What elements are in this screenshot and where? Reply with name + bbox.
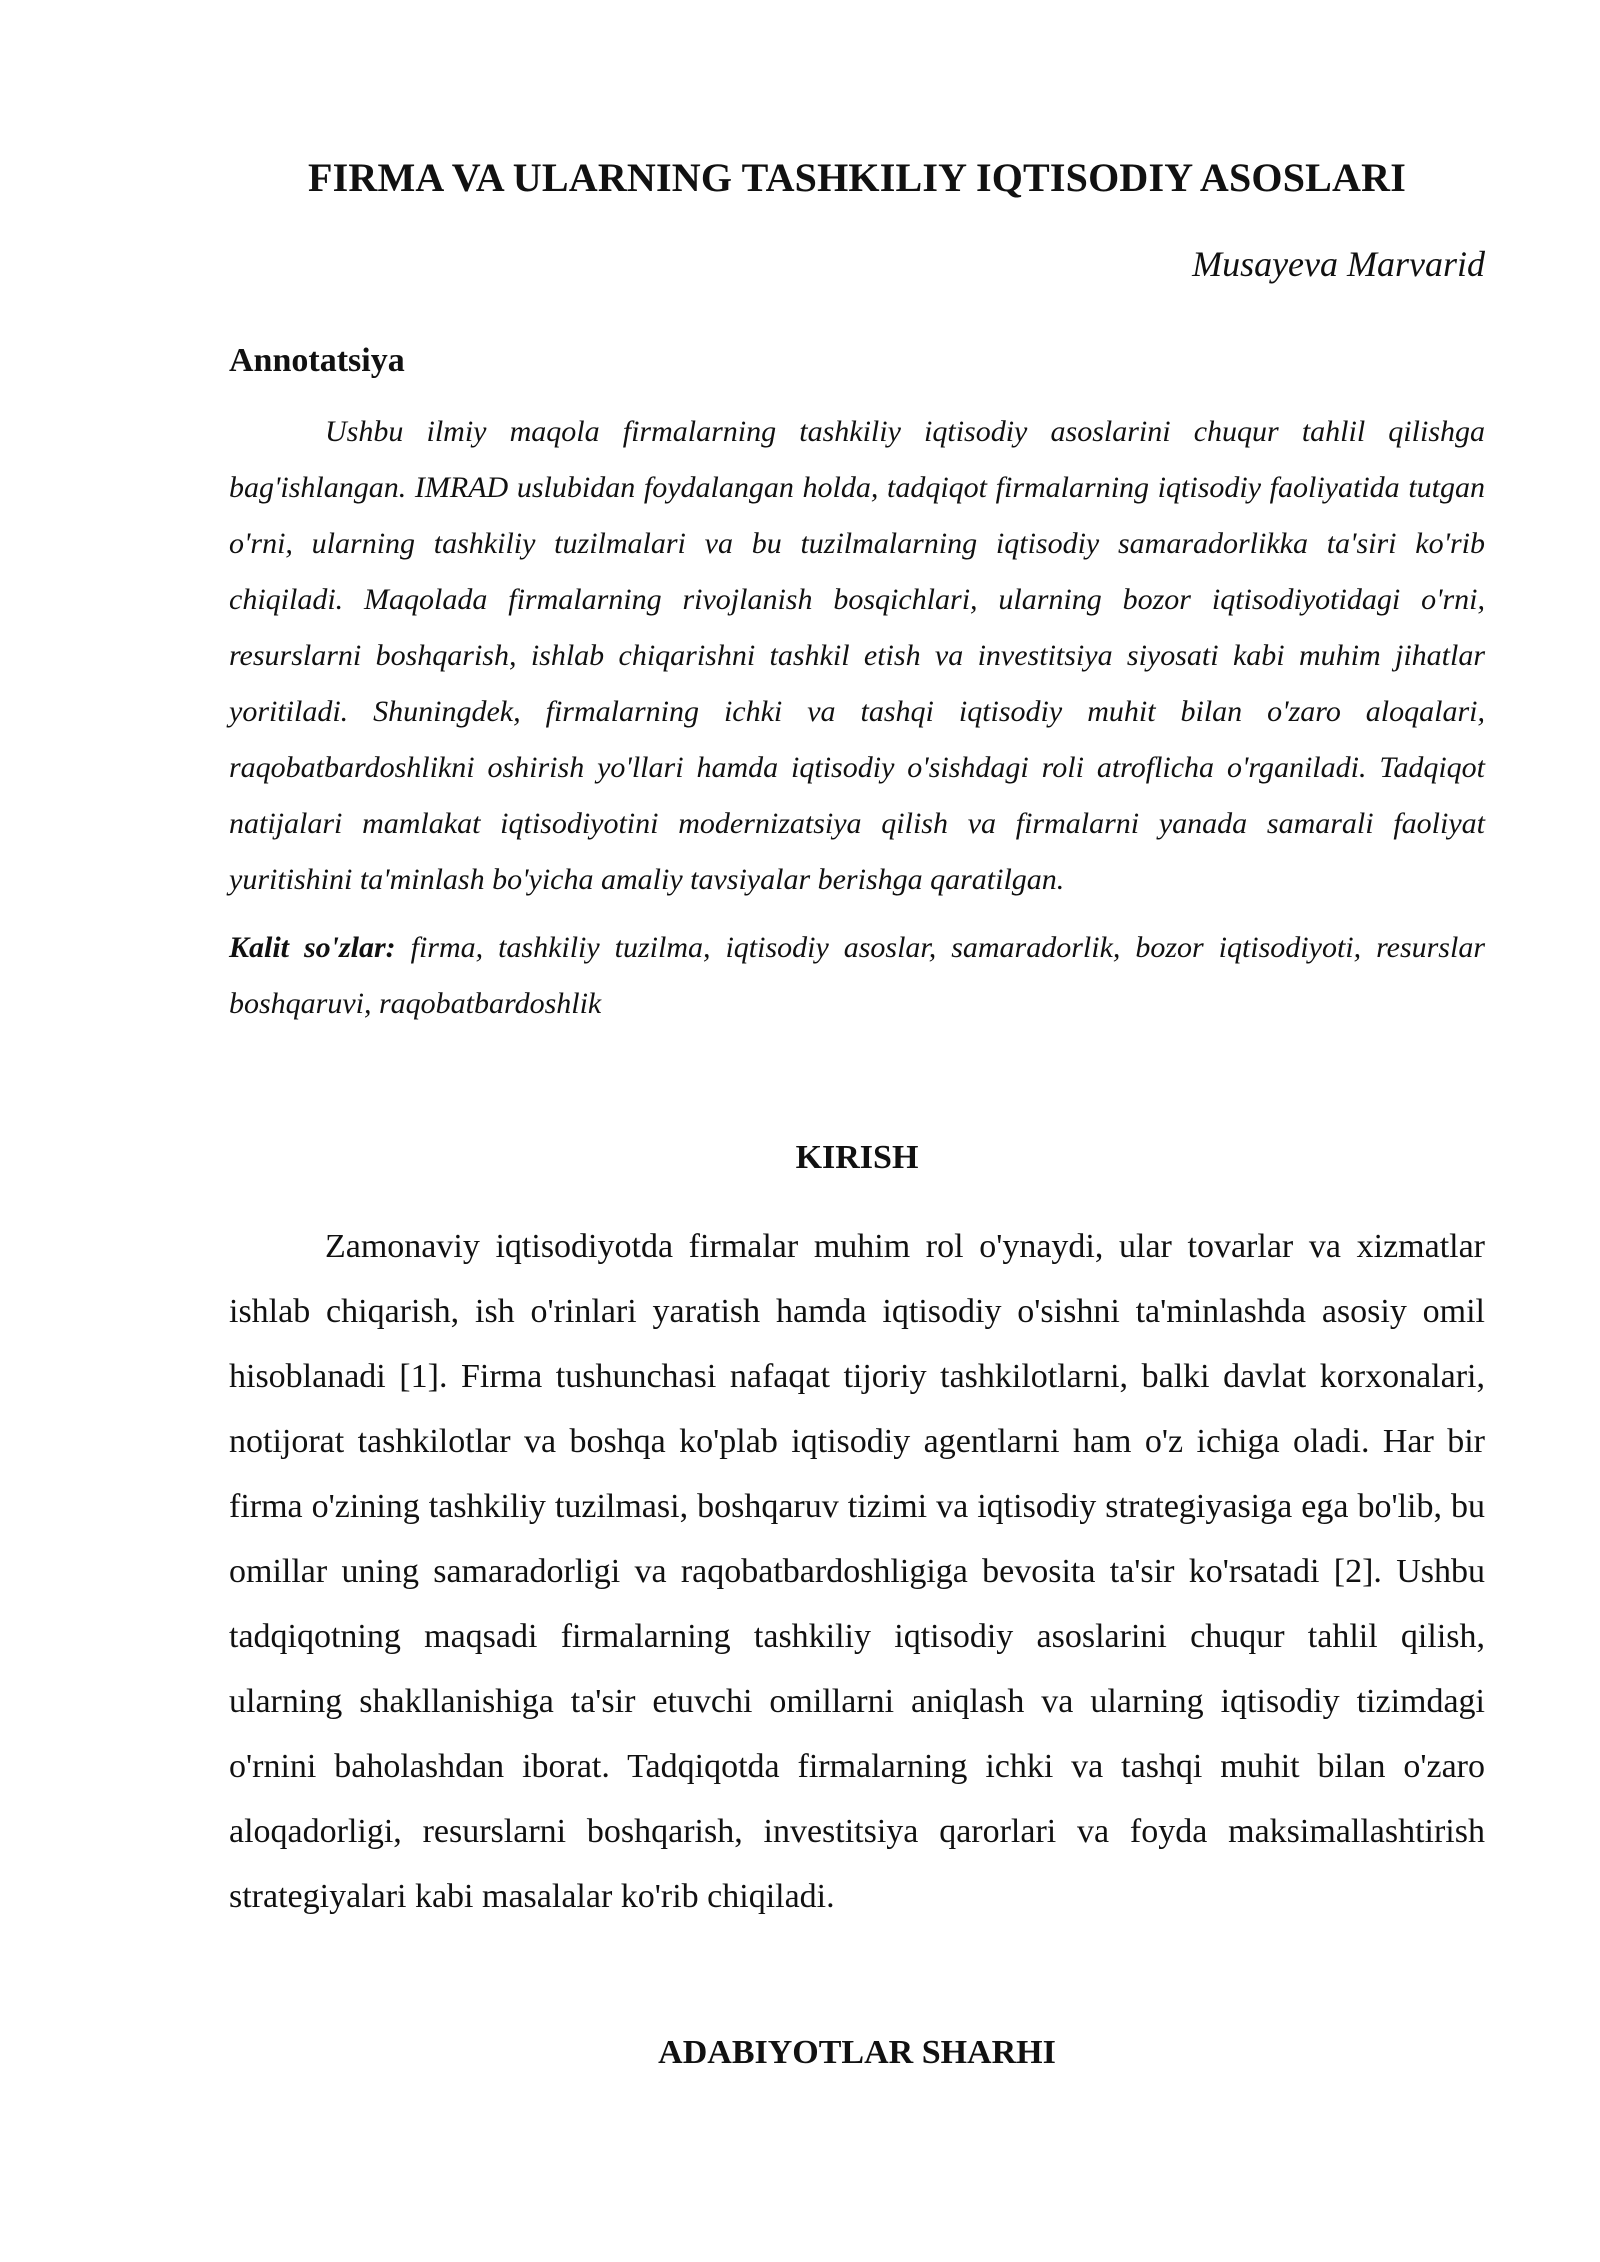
literature-review-heading: ADABIYOTLAR SHARHI <box>658 2034 1056 2071</box>
paper-title: FIRMA VA ULARNING TASHKILIY IQTISODIY ASOSLARI <box>307 155 1406 200</box>
annotation-heading: Annotatsiya <box>229 342 405 379</box>
author-name: Musayeva Marvarid <box>1192 244 1485 284</box>
intro-paragraph: Zamonaviy iqtisodiyotda firmalar muhim rol o'ynaydi, ular tovarlar va xizmatlar ishlab chiqarish, ish o'rinlari yaratish hamda iqtisodiy o'sishni ta'minlashda asosiy omil hisoblanadi [1]. Firma tushunchasi nafaqat tijoriy tashkilotlarni, balki davlat korxonalari, notijorat tashkilotlar va boshqa ko'plab iqtisodiy agentlarni ham o'z ichiga oladi. Har bir firma o'zining tashkiliy tuzilmasi, boshqaruv tizimi va iqtisodiy strategiyasiga ega bo'lib, bu omillar uning samaradorligi va raqobatbardoshligiga bevosita ta'sir ko'rsatadi [2]. Ushbu tadqiqotning maqsadi firmalarning tashkiliy iqtisodiy asoslarini chuqur tahlil qilish, ularning shakllanishiga ta'sir etuvchi omillarni aniqlash va ularning iqtisodiy tizimdagi o'rnini baholashdan iborat. Tadqiqotda firmalarning ichki va tashqi muhit bilan o'zaro aloqadorligi, resurslarni boshqarish, investitsiya qarorlari va foyda maksimallashtirish strategiyalari kabi masalalar ko'rib chiqiladi. <box>229 1228 1485 1915</box>
keywords-label: Kalit so'zlar: <box>229 931 396 964</box>
keywords-paragraph <box>229 920 1485 1032</box>
document-page <box>229 0 1485 2262</box>
abstract-text: Ushbu ilmiy maqola firmalarning tashkiliy iqtisodiy asoslarini chuqur tahlil qilishga bag'ishlangan. IMRAD uslubidan foydalangan holda, tadqiqot firmalarning iqtisodiy faoliyatida tutgan o'rni, ularning tashkiliy tuzilmalari va bu tuzilmalarning iqtisodiy samaradorlikka ta'siri ko'rib chiqiladi. Maqolada firmalarning rivojlanish bosqichlari, ularning bozor iqtisodiyotidagi o'rni, resurslarni boshqarish, ishlab chiqarishni tashkil etish va investitsiya siyosati kabi muhim jihatlar yoritiladi. Shuningdek, firmalarning ichki va tashqi iqtisodiy muhit bilan o'zaro aloqalari, raqobatbardoshlikni oshirish yo'llari hamda iqtisodiy o'sishdagi roli atroflicha o'rganiladi. Tadqiqot natijalari mamlakat iqtisodiyotini modernizatsiya qilish va firmalarni yanada samarali faoliyat yuritishini ta'minlash bo'yicha amaliy tavsiyalar berishga qaratilgan. <box>229 415 1485 896</box>
keywords-list: firma, tashkiliy tuzilma, iqtisodiy asoslar, samaradorlik, bozor iqtisodiyoti, resurslar boshqaruvi, raqobatbardoshlik <box>229 931 1485 1020</box>
intro-heading: KIRISH <box>795 1139 919 1176</box>
